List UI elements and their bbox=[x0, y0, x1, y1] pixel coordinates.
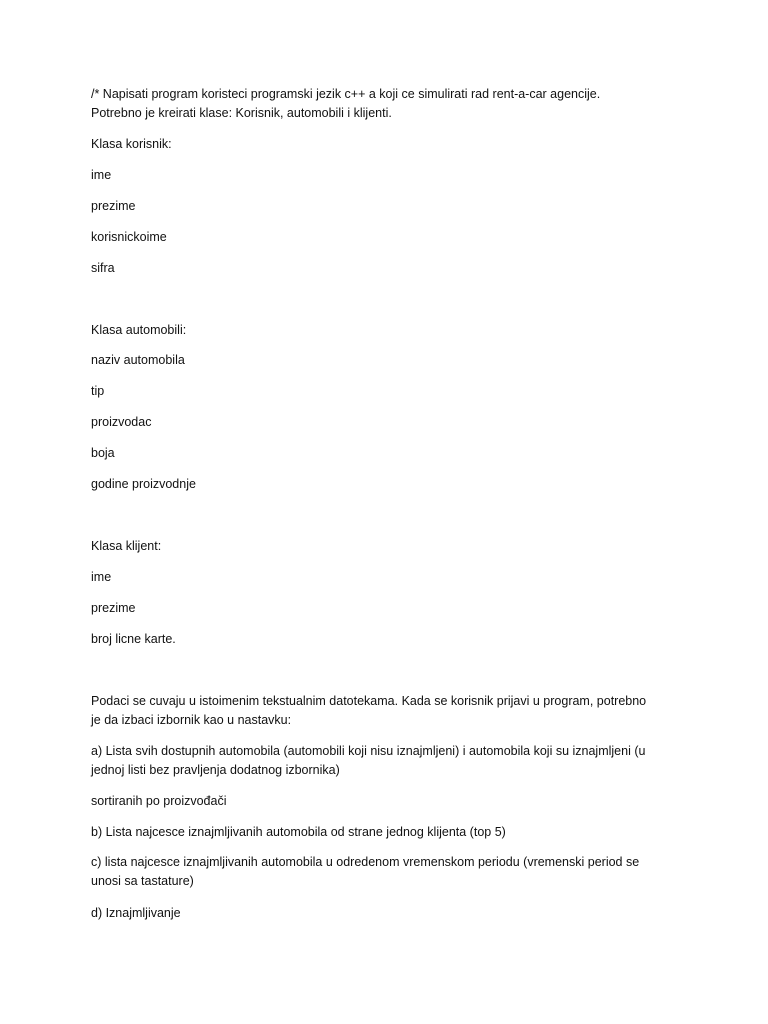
automobili-heading: Klasa automobili: bbox=[91, 323, 187, 337]
klijent-heading: Klasa klijent: bbox=[91, 539, 162, 553]
menu-item-d: d) Iznajmljivanje bbox=[91, 906, 181, 920]
intro-line-1: /* Napisati program koristeci programski jezik c++ a koji ce simulirati rad rent-a-car agencije. bbox=[91, 87, 601, 101]
menu-item-c-line-2: unosi sa tastature) bbox=[91, 874, 194, 888]
korisnik-field: ime bbox=[91, 168, 112, 182]
menu-item-a-line-2: jednoj listi bez pravljenja dodatnog izbornika) bbox=[91, 763, 340, 777]
klijent-field: ime bbox=[91, 570, 112, 584]
menu-item-b: b) Lista najcesce iznajmljivanih automobila od strane jednog klijenta (top 5) bbox=[91, 825, 506, 839]
korisnik-field: prezime bbox=[91, 199, 136, 213]
data-paragraph-line-1: Podaci se cuvaju u istoimenim tekstualnim datotekama. Kada se korisnik prijavi u program, potrebno bbox=[91, 694, 647, 708]
automobili-field: proizvodac bbox=[91, 415, 152, 429]
sorted-note: sortiranih po proizvođači bbox=[91, 794, 227, 808]
korisnik-field: sifra bbox=[91, 261, 115, 275]
menu-item-a-line-1: a) Lista svih dostupnih automobila (automobili koji nisu iznajmljeni) i automobila koji su iznajmljeni (u bbox=[91, 744, 646, 758]
menu-item-c-line-1: c) lista najcesce iznajmljivanih automobila u odredenom vremenskom periodu (vremenski period se bbox=[91, 855, 640, 869]
automobili-field: naziv automobila bbox=[91, 353, 185, 367]
data-paragraph-line-2: je da izbaci izbornik kao u nastavku: bbox=[91, 713, 292, 727]
automobili-field: tip bbox=[91, 384, 105, 398]
korisnik-heading: Klasa korisnik: bbox=[91, 137, 172, 151]
automobili-field: godine proizvodnje bbox=[91, 477, 196, 491]
automobili-field: boja bbox=[91, 446, 115, 460]
klijent-field: broj licne karte. bbox=[91, 632, 176, 646]
korisnik-field: korisnickoime bbox=[91, 230, 167, 244]
intro-line-2: Potrebno je kreirati klase: Korisnik, automobili i klijenti. bbox=[91, 106, 392, 120]
klijent-field: prezime bbox=[91, 601, 136, 615]
